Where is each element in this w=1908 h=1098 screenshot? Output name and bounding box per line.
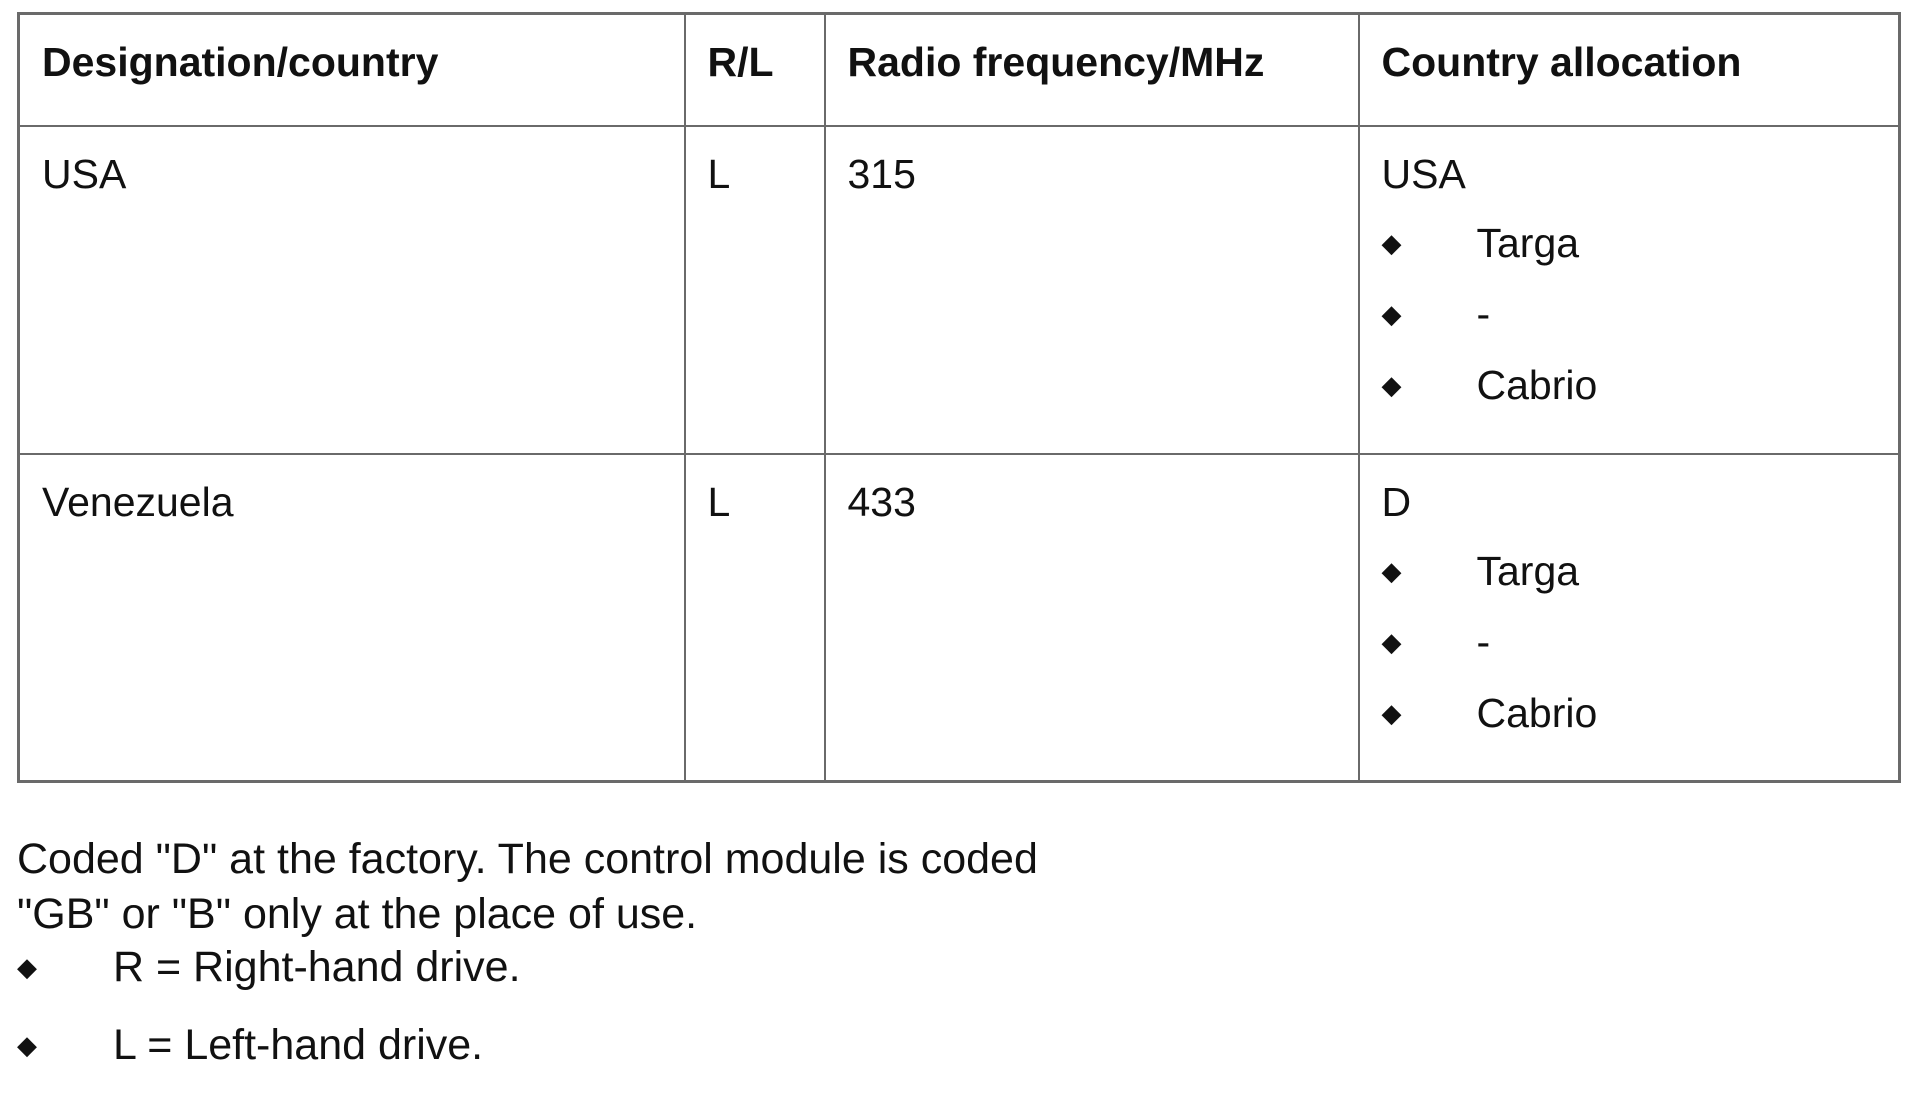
cell-rl: L	[685, 126, 825, 454]
coding-note	[17, 832, 1038, 942]
drive-legend-list	[17, 942, 521, 1098]
list-item	[17, 942, 521, 992]
list-item	[1381, 547, 1899, 594]
diamond-bullet-icon: ◆	[17, 1030, 37, 1060]
cell-frequency: 433	[825, 454, 1359, 782]
allocation-list	[1381, 219, 1899, 408]
diamond-bullet-icon: ◆	[1381, 228, 1402, 258]
header-rl: R/L	[685, 14, 825, 126]
header-frequency: Radio frequency/MHz	[825, 14, 1359, 126]
list-item-text: Cabrio	[1476, 361, 1598, 408]
cell-frequency: 315	[825, 126, 1359, 454]
list-item-text: -	[1476, 618, 1491, 665]
list-item-text: Cabrio	[1476, 689, 1598, 736]
allocation-heading: D	[1381, 478, 1412, 525]
header-country-allocation: Country allocation	[1359, 14, 1900, 126]
cell-country-allocation	[1359, 126, 1900, 454]
list-item	[1381, 361, 1899, 408]
cell-designation: Venezuela	[19, 454, 685, 782]
legend-right-hand-drive: R = Right-hand drive.	[113, 942, 521, 991]
allocation-list	[1381, 547, 1899, 736]
frequency-table	[17, 12, 1901, 783]
list-item	[1381, 219, 1899, 266]
diamond-bullet-icon: ◆	[1381, 556, 1402, 586]
diamond-bullet-icon: ◆	[1381, 627, 1402, 657]
cell-country-allocation	[1359, 454, 1900, 782]
list-item-text: Targa	[1476, 219, 1580, 266]
table-header-row	[19, 14, 1900, 126]
list-item	[17, 1020, 521, 1070]
legend-left-hand-drive: L = Left-hand drive.	[113, 1020, 484, 1069]
table-row	[19, 126, 1900, 454]
note-line: Coded "D" at the factory. The control module is coded	[17, 835, 1038, 883]
note-line: "GB" or "B" only at the place of use.	[17, 890, 698, 938]
diamond-bullet-icon: ◆	[1381, 698, 1402, 728]
list-item-text: Targa	[1476, 547, 1580, 594]
list-item	[1381, 618, 1899, 665]
cell-rl: L	[685, 454, 825, 782]
cell-designation: USA	[19, 126, 685, 454]
diamond-bullet-icon: ◆	[1381, 370, 1402, 400]
table-row	[19, 454, 1900, 782]
list-item	[1381, 290, 1899, 337]
diamond-bullet-icon: ◆	[17, 952, 37, 982]
list-item-text: -	[1476, 290, 1491, 337]
list-item	[1381, 689, 1899, 736]
allocation-heading: USA	[1381, 150, 1466, 197]
header-designation: Designation/country	[19, 14, 685, 126]
diamond-bullet-icon: ◆	[1381, 299, 1402, 329]
